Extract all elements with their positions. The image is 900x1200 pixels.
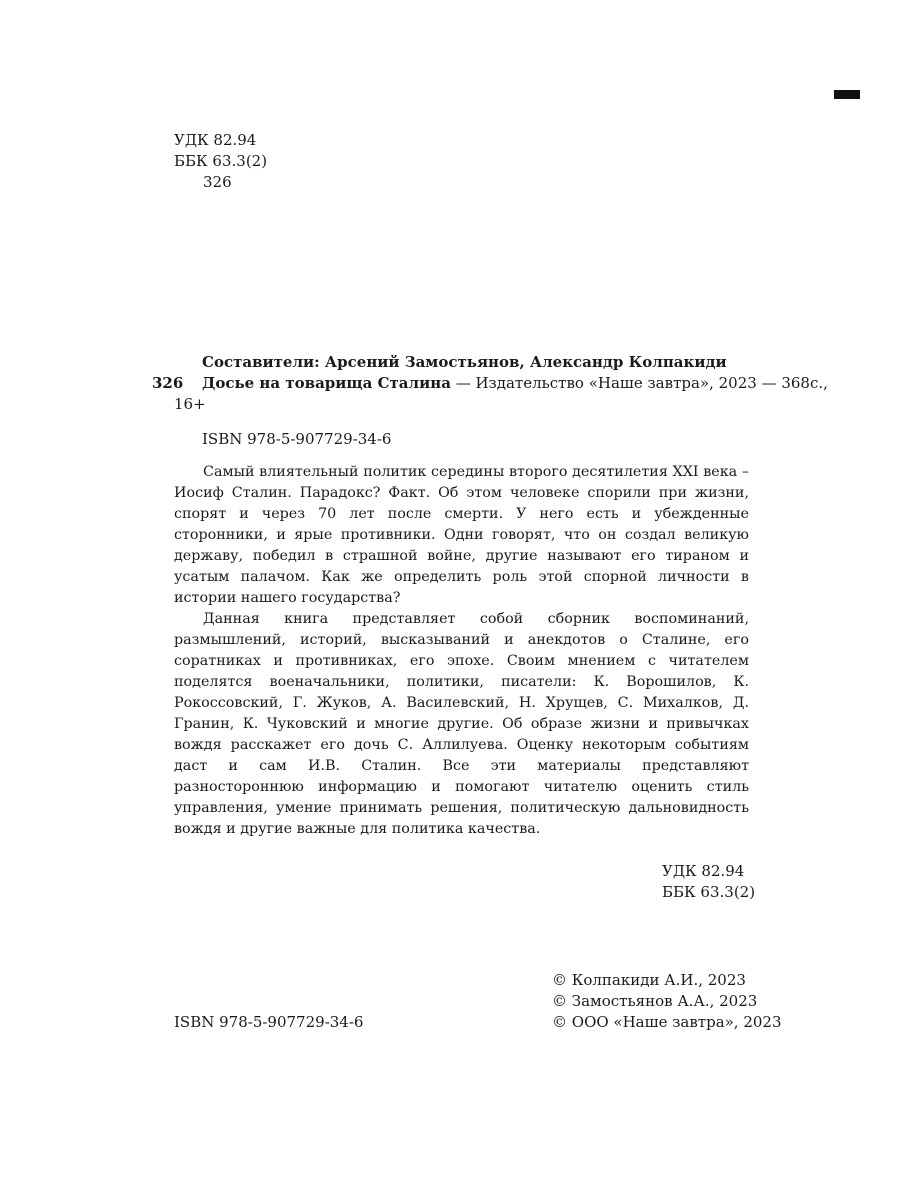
page-edge-marker [834, 90, 860, 99]
bibliographic-record [152, 352, 828, 415]
compilers: Составители: Арсений Замостьянов, Александр Колпакиди [202, 353, 727, 371]
compilers-line [152, 352, 752, 373]
isbn-bottom: ISBN 978-5-907729-34-6 [174, 1013, 364, 1031]
bbk-code-bottom: ББК 63.3(2) [662, 883, 756, 901]
book-title: Досье на товарища Сталина [202, 374, 451, 392]
copyright-line: © Замостьянов А.А., 2023 [552, 992, 758, 1010]
copyright-line: © Колпакиди А.И., 2023 [552, 971, 746, 989]
annotation-paragraph-2: Данная книга представляет собой сборник воспоминаний, размышлений, историй, высказываний и анекдотов о Сталине, его соратниках и противниках, его эпохе. Своим мнением с читателем поделятся военачальники, политики, писатели: К. Ворошилов, К. Рокоссовский, Г. Жуков, А. Василевский, Н. Хрущев, С. Михалков, Д. Гранин, К. Чуковский и многие другие. Об образе жизни и привычках вождя расскажет его дочь С. Аллилуева. Оценку некоторым событиям даст и сам И.В. Сталин. Все эти материалы представляют разностороннюю информацию и помогают читателю оценить стиль управления, умение принимать решения, политическую дальновидность вождя и другие важные для политика качества. [174, 611, 749, 837]
author-sign-bold: 326 [152, 374, 184, 392]
isbn-main: ISBN 978-5-907729-34-6 [202, 430, 392, 448]
age-rating-line [152, 394, 752, 415]
udk-code: УДК 82.94 [174, 131, 257, 149]
copyright-line: © ООО «Наше завтра», 2023 [552, 1013, 782, 1031]
copyright-block [552, 970, 782, 1033]
top-classification-block [174, 130, 267, 193]
title-line [152, 373, 828, 394]
annotation-paragraph-1: Самый влиятельный политик середины второго десятилетия XXI века – Иосиф Сталин. Парадокс? Факт. Об этом человеке спорили при жизни, спорят и через 70 лет после смерти. У него есть и убежденные сторонники, и ярые противники. Одни говорят, что он создал великую державу, победил в страшной войне, другие называют его тираном и усатым палачом. Как же определить роль этой спорной личности в истории нашего государства? [174, 464, 749, 606]
bbk-code: ББК 63.3(2) [174, 152, 268, 170]
author-sign: 326 [203, 173, 232, 191]
udk-code-bottom: УДК 82.94 [662, 862, 745, 880]
publication-details: — Издательство «Наше завтра», 2023 — 368с., [450, 374, 828, 392]
annotation [174, 462, 749, 840]
bottom-classification-block [662, 861, 755, 903]
age-rating: 16+ [174, 395, 206, 413]
